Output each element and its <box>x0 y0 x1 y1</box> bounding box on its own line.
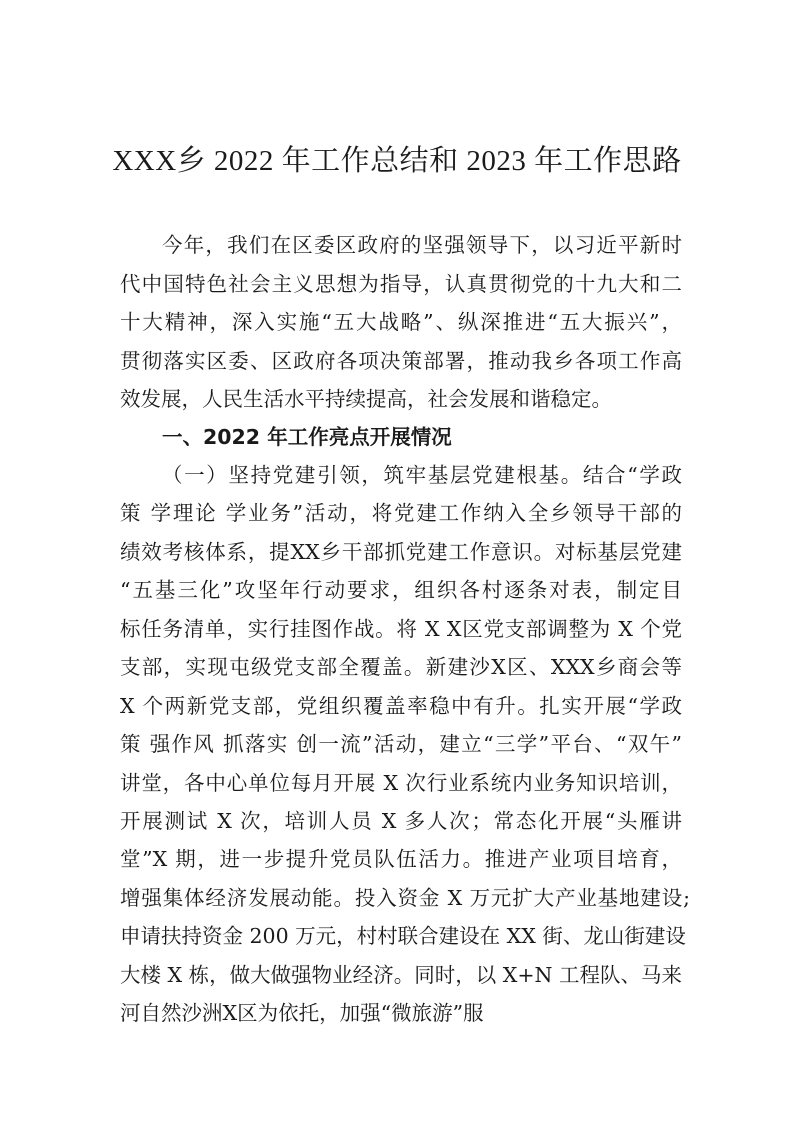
paragraph-line: “五基三化”攻坚年行动要求，组织各村逐条对表，制定目 <box>120 578 682 602</box>
paragraph-line: 绩效考核体系，提XX乡干部抓党建工作意识。对标基层党建 <box>120 540 682 564</box>
paragraph-line: 十大精神，深入实施“五大战略”、纵深推进“五大振兴”， <box>120 310 682 334</box>
paragraph-line: 增强集体经济发展动能。投入资金 X 万元扩大产业基地建设; <box>120 886 690 910</box>
paragraph-line: （一）坚持党建引领，筑牢基层党建根基。结合“学政 <box>162 463 682 487</box>
paragraph-line: 效发展，人民生活水平持续提高，社会发展和谐稳定。 <box>120 387 612 411</box>
paragraph-line: 河自然沙洲X区为依托，加强“微旅游”服 <box>120 1001 484 1025</box>
paragraph-line: 策 强作风 抓落实 创一流”活动，建立“三学”平台、“双午” <box>120 732 682 756</box>
paragraph-line: 开展测试 X 次，培训人员 X 多人次；常态化开展“头雁讲 <box>120 809 682 833</box>
paragraph-line: 堂”X 期，进一步提升党员队伍活力。推进产业项目培育， <box>120 847 682 871</box>
paragraph-line: 策 学理论 学业务”活动，将党建工作纳入全乡领导干部的 <box>120 501 682 525</box>
paragraph-line: 申请扶持资金 200 万元，村村联合建设在 XX 街、龙山街建设 <box>120 924 686 948</box>
paragraph-line: 代中国特色社会主义思想为指导，认真贯彻党的十九大和二 <box>120 272 682 296</box>
paragraph-line: 讲堂，各中心单位每月开展 X 次行业系统内业务知识培训， <box>120 771 682 795</box>
section-heading: 一、2022 年工作亮点开展情况 <box>162 425 452 449</box>
paragraph-line: X 个两新党支部，党组织覆盖率稳中有升。扎实开展“学政 <box>120 694 682 718</box>
paragraph-line: 大楼 X 栋，做大做强物业经济。同时，以 X+N 工程队、马来 <box>120 963 682 987</box>
document-title: XXX乡 2022 年工作总结和 2023 年工作思路 <box>112 145 682 177</box>
paragraph-line: 贯彻落实区委、区政府各项决策部署，推动我乡各项工作高 <box>120 349 682 373</box>
paragraph-line: 支部，实现屯级党支部全覆盖。新建沙X区、XXX乡商会等 <box>120 655 682 679</box>
paragraph-line: 标任务清单，实行挂图作战。将 X X区党支部调整为 X 个党 <box>120 617 682 641</box>
paragraph-line: 今年，我们在区委区政府的坚强领导下，以习近平新时 <box>162 233 682 257</box>
